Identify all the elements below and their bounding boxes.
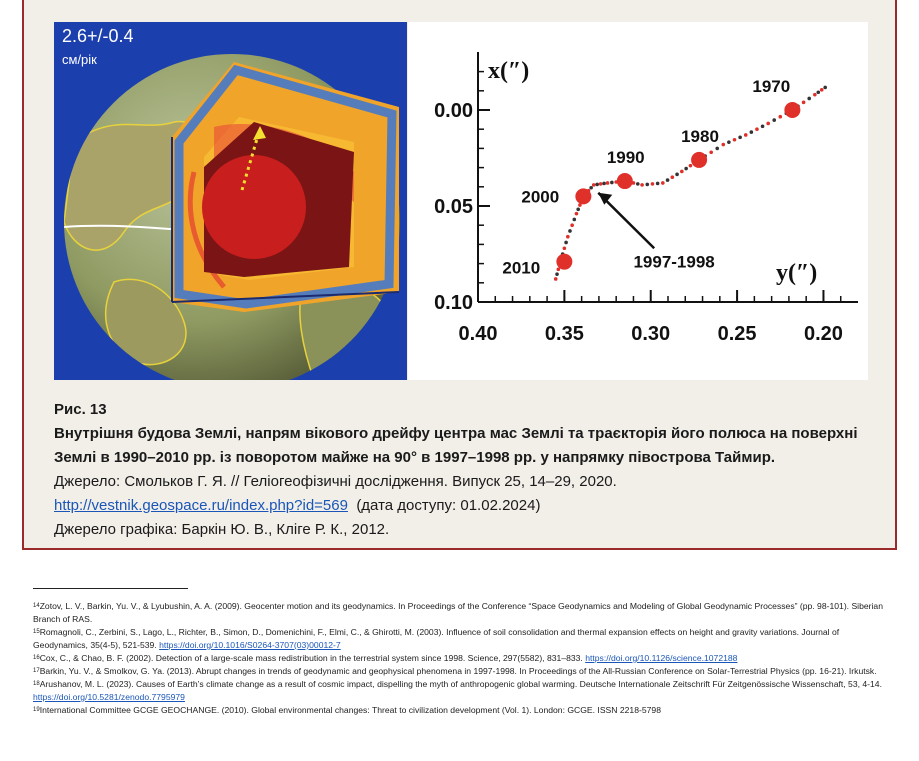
footnote-link[interactable]: https://doi.org/10.1016/S0264-3707(03)00012-7: [159, 640, 341, 650]
x-tick-label: 0.40: [458, 323, 498, 345]
trajectory-dot: [636, 182, 640, 186]
source-link[interactable]: http://vestnik.geospace.ru/index.php?id=569: [54, 497, 348, 514]
footnote: $^{19}$International Committee GCGE GEOCHANGE. (2010). Global environmental changes: Threat to civilization development (Vol. 1). London: GCGE. ISSN 2218-5798: [33, 705, 661, 715]
y-axis-label: x(″): [488, 58, 530, 84]
drift-rate-unit: см/рік: [62, 52, 97, 67]
trajectory-dot: [640, 183, 644, 187]
trajectory-dot: [568, 229, 572, 233]
globe-graphic: [54, 22, 407, 380]
trajectory-dot: [820, 88, 824, 92]
trajectory-dot: [570, 223, 574, 227]
chart-svg: [408, 22, 868, 380]
drift-rate-label: 2.6+/-0.4: [62, 26, 134, 46]
trajectory-dot: [599, 182, 603, 186]
trajectory-dot: [575, 212, 579, 216]
figure-source: Джерело: Смольков Г. Я. // Геліогеофізичні дослідження. Випуск 25, 14–29, 2020.: [54, 473, 617, 490]
trajectory-dot: [610, 181, 614, 185]
footnote: $^{14}$Zotov, L. V., Barkin, Yu. V., & Lyubushin, A. A. (2009). Geocenter motion and its geodynamics. In Proceedings of the Conference “Space Geodynamics and Modeling of Global Geodynamic Processes” (pp. 98-101). Siberian Branch of RAS.: [33, 601, 883, 624]
trajectory-dot: [816, 90, 820, 94]
trajectory-dot: [721, 143, 725, 147]
data-point: [617, 173, 633, 189]
y-tick-label: 0.00: [434, 100, 473, 122]
trajectory-dot: [813, 93, 817, 97]
trajectory-dot: [554, 277, 558, 281]
y-tick-label: 0.05: [434, 196, 473, 218]
trajectory-dot: [661, 181, 665, 185]
trajectory-dot: [733, 138, 737, 142]
footnote-separator: [33, 588, 188, 589]
point-label: 1970: [752, 77, 791, 96]
trajectory-dot: [778, 115, 782, 119]
trajectory-dot: [645, 183, 649, 187]
data-point: [784, 102, 800, 118]
footnote-link[interactable]: https://doi.org/10.5281/zenodo.7795979: [33, 692, 185, 702]
trajectory-dot: [675, 173, 679, 177]
trajectory-dot: [656, 182, 660, 186]
trajectory-dot: [750, 130, 754, 134]
trajectory-dot: [592, 183, 596, 187]
y-tick-label: 0.10: [434, 292, 473, 314]
trajectory-dot: [689, 164, 693, 168]
source-link-line: [54, 494, 874, 518]
access-date: (дата доступу: 01.02.2024): [356, 497, 541, 514]
data-point: [556, 254, 572, 270]
trajectory-dot: [564, 241, 568, 245]
trajectory-dot: [566, 235, 570, 239]
x-tick-label: 0.25: [717, 323, 757, 345]
point-label: 1990: [606, 148, 645, 168]
trajectory-dot: [563, 246, 567, 250]
footnote: $^{17}$Barkin, Yu. V., & Smolkov, G. Ya. (2013). Abrupt changes in trends of geodynamic and geophysical phenomena in 1997-1998. In Proceedings of the All-Russian Conference on Solar-Terrestrial Physics (pp. 16-21). Irkutsk.: [33, 666, 877, 676]
trajectory-dot: [555, 272, 559, 276]
trajectory-dot: [589, 186, 593, 190]
footnote: $^{16}$Cox, C., & Chao, B. F. (2002). Detection of a large-scale mass redistribution in the terrestrial system since 1998. Science, 297(5582), 831–833. https://doi.org/10.1126/science.1072188: [33, 653, 738, 663]
trajectory-dot: [671, 175, 675, 179]
data-point: [575, 188, 591, 204]
trajectory-dot: [709, 150, 713, 154]
trajectory-dot: [738, 136, 742, 140]
x-tick-label: 0.20: [803, 323, 843, 345]
trajectory-dot: [684, 167, 688, 171]
footnotes: [33, 600, 888, 717]
trajectory-dot: [666, 178, 670, 182]
trajectory-dot: [557, 268, 561, 272]
trajectory-dot: [766, 122, 770, 126]
trajectory-dot: [680, 170, 684, 174]
x-tick-label: 0.35: [544, 323, 584, 345]
chart-source: Джерело графіка: Баркін Ю. В., Кліге Р. К., 2012.: [54, 521, 390, 538]
trajectory-dot: [602, 182, 606, 186]
figure-caption: [54, 398, 874, 542]
figure-number: Рис. 13: [54, 401, 107, 418]
point-label: 1980: [681, 126, 719, 146]
trajectory-dot: [823, 86, 827, 90]
trajectory-dot: [772, 118, 776, 122]
trajectory-dot: [727, 140, 731, 144]
footnote: $^{15}$Romagnoli, C., Zerbini, S., Lago, L., Richter, B., Simon, D., Domenichini, F., Elmi, C., & Ghirotti, M. (2003). Influence of soil consolidation and thermal expansion effects on height and gravity variations. Journal of Geodynamics, 35(4-5), 521-539. https://doi.org/10.1016/S0264-3707(03)00012-7: [33, 627, 840, 650]
trajectory-dot: [595, 183, 599, 187]
trajectory-dot: [761, 125, 765, 129]
trajectory-dot: [807, 97, 811, 101]
x-axis-label: y(″): [776, 260, 818, 286]
trajectory-dot: [744, 133, 748, 137]
point-label: 2010: [502, 258, 541, 278]
trajectory-dot: [802, 101, 806, 105]
trajectory-dot: [755, 127, 759, 131]
data-point: [691, 152, 707, 168]
trajectory-dot: [606, 181, 610, 185]
figure-title: Внутрішня будова Землі, напрям вікового дрейфу центра мас Землі та траєкторія його полюса на поверхні Землі в 1990–2010 рр. із поворотом майже на 90° в 1997–1998 рр. у напрямку півострова Таймир.: [54, 425, 858, 466]
pole-trajectory-chart: [408, 22, 868, 380]
footnote: $^{18}$Arushanov, M. L. (2023). Causes of Earth’s climate change as a result of cosmic impact, dispelling the myth of anthropogenic global warming. Deutsche Internationale Zeitschrift Für Zeitgenössische Wissenschaft, 53, 4-14. https://doi.org/10.5281/zenodo.7795979: [33, 679, 882, 702]
x-tick-label: 0.30: [631, 323, 671, 345]
trajectory-dot: [576, 208, 580, 212]
trajectory-dot: [572, 218, 576, 222]
trajectory-dot: [715, 147, 719, 151]
footnote-link[interactable]: https://doi.org/10.1126/science.1072188: [585, 653, 738, 663]
point-label: 2000: [521, 187, 560, 207]
earth-structure-illustration: [54, 22, 407, 380]
inner-core: [202, 155, 306, 259]
trajectory-dot: [651, 182, 655, 186]
annotation-label: 1997-1998: [633, 252, 715, 272]
